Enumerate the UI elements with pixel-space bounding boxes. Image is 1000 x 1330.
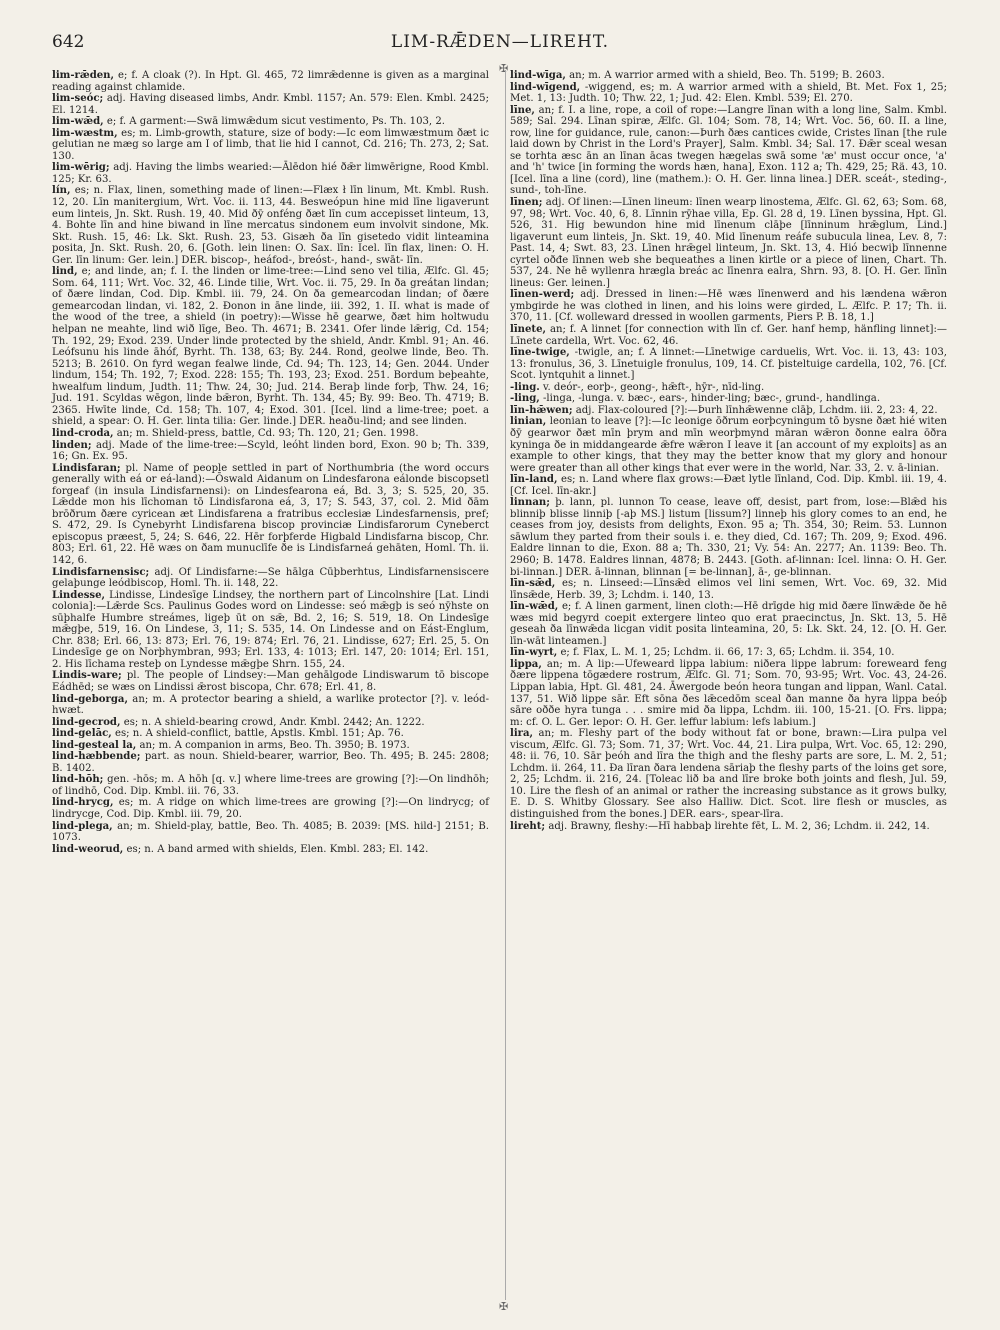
headword: lind-wīga, [510, 70, 566, 81]
column-divider [505, 70, 506, 1300]
headword: līnete, [510, 324, 547, 336]
headword: lind-hrycg, [52, 797, 114, 809]
headword: lira, [510, 728, 534, 740]
column-ornament-top: ✠ [499, 62, 509, 75]
dictionary-entry [510, 728, 947, 820]
entry-definition: adj. Dressed in linen:—Hē wæs līnenwerd and his lændena wǣron ymbgirde he was clothed in linen, and his loins were girded, L. Ælfc. P. 17; Th. ii. 370, 11. [Cf. wolleward dressed in woollen garments, Piers P. B. 18, 1.] [510, 289, 947, 324]
entry-definition: adj. Having diseased limbs, Andr. Kmbl. 1157; An. 579: Elen. Kmbl. 2425; El. 1214. [52, 93, 489, 116]
dictionary-entry [52, 162, 489, 185]
entry-definition: adj. Brawny, fleshy:—Hī habbaþ lirehte fēt, L. M. 2, 36; Lchdm. ii. 242, 14. [545, 820, 930, 832]
headword: līn-hǣwen; [510, 404, 573, 416]
dictionary-entry [510, 416, 947, 474]
headword: lim-wērig; [52, 162, 110, 174]
headword: līn-wǣd, [510, 601, 559, 613]
dictionary-entry [52, 116, 489, 128]
headword: Lindisfarnensisc; [52, 566, 150, 578]
dictionary-entry [52, 728, 489, 740]
dictionary-entry [52, 128, 489, 163]
headword: lim-seóc; [52, 93, 104, 105]
entry-definition: an; f. I. a line, rope, a coil of rope:—Langre līnan with a long line, Salm. Kmbl. 589; Sal. 294. Līnan spiræ, Ælfc. Gl. 104; Som. 78, 14; Wrt. Voc. 56, 60. II. a line, row, line for guidance, rule, canon:—Þurh ðæs cantices cwide, Cristes līnan [the rule laid down by Christ in the Lord's Prayer], Salm. Kmbl. 34; Sal. 17. Ðǣr sceal wesan se torhta æsc ān an līnan ācas twegen hægelas swā some 'æ' must occur once, 'a' and 'h' twice [in forming the words hæn, hana], Exon. 112 a; Th. 429, 25; Rä. 43, 10. [Icel. līna a line (cord), line (mathem.): O. H. Ger. linna linea.] DER. sceát-, steding-, sund-, toh-līne. [510, 104, 947, 197]
running-head: LIM-RǢDEN—LIREHT. [390, 32, 610, 52]
headword: lind-gecrod, [52, 716, 121, 728]
dictionary-entry [52, 185, 489, 266]
headword: lind-weorud, [52, 843, 124, 855]
headword: lín, [52, 185, 71, 197]
dictionary-entry [52, 694, 489, 717]
entry-definition: adj. Made of the lime-tree:—Scyld, leóht linden bord, Exon. 90 b; Th. 339, 16; Gn. Ex. 95. [52, 439, 489, 463]
entry-definition: adj. Of linen:—Līnen lineum: līnen wearp linostema, Ælfc. Gl. 62, 63; Som. 68, 97, 98; Wrt. Voc. 40, 6, 8. Līnnin rȳhae villa, Ep. Gl. 28 d, 19. Līnen byssina, Hpt. Gl. 526, 31. Hig bewundon hine mid līnenum clāþe [līnninum hrǣglum, Lind.] ligaverunt eum linteis, Jn. Skt. 19, 40. Mid līnenum reáfe subucula linea, Lev. 8, 7: Past. 14, 4; Swt. 83, 23. Līnen hrǣgel linteum, Jn. Skt. 13, 4. Hió becwiþ līnnenne cyrtel oðđe līnnen web she bequeathes a linen kirtle or a piece of linen, Chart. Th. 537, 24. Ne hē wyllenra hrægla breác ac līnenra ealra, Shrn. 93, 8. [O. H. Ger. līnīn lineus: Ger. leinen.] [510, 197, 947, 289]
right-column [510, 70, 947, 832]
headword: lind-gesteal la, [52, 739, 137, 751]
dictionary-entry [510, 197, 947, 289]
headword: lim-wæstm, [52, 127, 118, 139]
entry-definition: Lindisse, Lindesīge Lindsey, the northern part of Lincolnshire [Lat. Lindi colonia]:—Lǣrde Scs. Paulinus Godes word on Lindesse: seó mǣgþ is seó nȳhste on sūþhalfe Humbre streámes, ligeþ ūt on sǣ, Bd. 2, 16; S. 519, 18. On Lindesīge mǣgþe, 519, 16. On Lindese, 3, 11; S. 535, 14. On Lindesse and on Eást-Englum, Chr. 838; Erl. 66, 13: 873; Erl. 76, 19: 874; Erl. 76, 21. Lindisse, 627; Erl. 25, 5. On Lindesīge ge on Norþhymbran, 993; Erl. 133, 4: 1013; Erl. 147, 20: 1014; Erl. 151, 2. His līchama resteþ on Lyndesse mǣgþe Shrn. 155, 24. [52, 589, 489, 670]
entry-definition: adj. Having the limbs wearied:—Ālēdon hié ðǣr limwērigne, Rood Kmbl. 125; Kr. 63. [52, 162, 489, 185]
entry-definition: es; n. Flax, linen, something made of linen:—Flæx ł līn linum, Mt. Kmbl. Rush. 12, 20. Līn manitergium, Wrt. Voc. ii. 113, 44. Besweópun hine mid līne ligaverunt eum linteis, Jn. Skt. Rush. 19, 40. Mid ðȳ onféng ðæt līn cum accepisset linteum, 13, 4. Bohte līn and hine biwand in līne mercatus sindonem eum involvit sindone, Mk. Skt. Rush. 15, 46: Lk. Skt. Rush. 23, 53. Gisæh ða līn gisetedo vidit linteamina posita, Jn. Skt. Rush. 20, 6. [Goth. lein linen: O. Sax. līn: Icel. līn flax, linen: O. H. Ger. līn linum: Ger. lein.] DER. biscop-, heáfod-, breóst-, hand-, swāt- līn. [52, 185, 489, 266]
headword: -ling, [510, 393, 540, 405]
entry-definition: adj. Of Lindisfarne:—Se hālga Cūþberhtus, Lindisfarnensiscere gelaþunge leódbiscop, Homl. Th. ii. 148, 22. [52, 566, 489, 590]
entry-definition: adj. Flax-coloured [?]:—Þurh līnhǣwenne clāþ, Lchdm. iii. 2, 23: 4, 22. [572, 404, 938, 416]
headword: lind-geborga, [52, 693, 128, 705]
entry-definition: -wiggend, es; m. A warrior armed with a shield, Bt. Met. Fox 1, 25; Met. 1, 13: Judth. 10; Thw. 22, 1; Jud. 42: Elen. Kmbl. 539; El. 270. [510, 81, 947, 105]
dictionary-entry [52, 717, 489, 729]
column-ornament-bottom: ✠ [499, 1300, 509, 1313]
left-column [52, 70, 489, 855]
dictionary-entry [52, 590, 489, 671]
entry-definition: an; m. Shield-play, battle, Beo. Th. 4085; B. 2039: [MS. hild-] 2151; B. 1073. [52, 820, 489, 844]
headword: Lindesse, [52, 589, 106, 601]
headword: lind, [52, 266, 78, 278]
dictionary-entry [510, 382, 947, 394]
dictionary-entry [52, 774, 489, 797]
entry-definition: -twigle, an; f. A linnet:—Līnetwige carduelis, Wrt. Voc. ii. 13, 43: 103, 13: fronulus, 36, 3. Līnetuigle fronulus, 109, 14. Cf. þisteltuige cardella, 102, 76. [Cf. Scot. lyntquhit a linnet.] [510, 347, 947, 382]
entry-definition: pl. Name of people settled in part of Northumbria (the word occurs generally with eá or eá-land):—Ōswald Aidanum on Lindesfarona eálonde biscopsetl forgeaf (in insula Lindisfarnensi): on Lindesfearona eá, Bd. 3, 3; S. 525, 20, 35. Lǣdde mon his līchoman tō Lindisfarona eá, 3, 17; S. 543, 37, col. 2. Mid ðām brōðrum ðære cyricean æt Lindisfarena a fratribus ecclesiæ Lindesfarnensis, pref; S. 472, 29. Is Cynebyrht Lindisfarena biscop provinciæ Lindisfarorum Cyneberct episcopus præest, 5, 24; S. 646, 22. Hēr forþferde Higbald Lindisfarna biscop, Chr. 803; Erl. 61, 22. Hē wæs on ðam munuclīfe ðe is Lindisfarneá gehāten, Homl. Th. ii. 142, 6. [52, 462, 489, 566]
dictionary-entry [52, 567, 489, 590]
entry-definition: pl. The people of Lindsey:—Man gehālgode Lindiswarum tō biscope Eádhēd; se wæs on Lindissi ǣrost biscopa, Chr. 678; Erl. 41, 8. [52, 670, 489, 693]
dictionary-entry [52, 93, 489, 116]
entry-definition: e; f. A cloak (?). In Hpt. Gl. 465, 72 limrǣdenne is given as a marginal reading against chlamide. [52, 70, 489, 93]
dictionary-entry [510, 405, 947, 417]
headword: lippa, [510, 658, 542, 670]
headword: -ling. [510, 381, 540, 393]
dictionary-entry [52, 428, 489, 440]
dictionary-entry [510, 324, 947, 347]
dictionary-entry [52, 266, 489, 428]
dictionary-entry [52, 70, 489, 93]
dictionary-entry [52, 797, 489, 820]
dictionary-entry [510, 347, 947, 382]
dictionary-entry [510, 497, 947, 578]
dictionary-entry [52, 463, 489, 567]
dictionary-entry [510, 474, 947, 497]
headword: lind-hōh; [52, 774, 104, 786]
dictionary-entry [510, 393, 947, 405]
headword: lim-wǣd, [52, 116, 104, 128]
dictionary-entry [510, 289, 947, 324]
dictionary-entry [510, 578, 947, 601]
headword: līn-land, [510, 474, 558, 486]
dictionary-entry [52, 844, 489, 856]
page-header [52, 32, 948, 58]
entry-definition: an; m. A lip:—Ufeweard lippa labium: niðera lippe labrum: foreweard feng ðære lippena tōgædere rostrum, Ælfc. Gl. 71; Som. 70, 93-95; Wrt. Voc. 43, 24-26. Lippan labia, Hpt. Gl. 481, 24. Āwergode beón heora tungan and lippan, Wanl. Catal. 137, 51. Wið lippe sār. Eft sōna ðes lǣcedōm sceal ðan manne ða hyra lippa beóþ sāre oððe hyra tunga . . . smire mid ða lippa, Lchdm. iii. 100, 15-21. [O. Frs. lippa; m: cf. O. L. Ger. lepor: O. H. Ger. leffur labium: lefs labium.] [510, 658, 947, 728]
dictionary-entry [52, 440, 489, 463]
entry-definition: an; m. Shield-press, battle, Cd. 93; Th. 120, 21; Gen. 1998. [113, 427, 419, 439]
headword: lind-plega, [52, 820, 113, 832]
dictionary-entry [510, 105, 947, 197]
entry-definition: es; n. A shield-bearing crowd, Andr. Kmbl. 2442; An. 1222. [120, 716, 425, 728]
headword: lim-rǣden, [52, 70, 115, 81]
entry-definition: an; m. A companion in arms, Beo. Th. 3950; B. 1973. [136, 739, 410, 751]
entry-definition: leonian to leave [?]:—Ic leonige ōðrum eorþcyningum tō bysne ðæt hié witen ðȳ gearwor ðæt mīn þrym and mīn weorþmynd māran wǣron ðonne ealra ōðra kyninga ðe in middangearde ǣfre wǣron I leave it [an account of my exploits] as an example to other kings, that they may the better know that my glory and honour were greater than all other kings that ever were in the world, Nar. 33, 2. v. ā-linian. [510, 416, 947, 474]
dictionary-entry [510, 647, 947, 659]
entry-definition: e; and linde, an; f. I. the linden or lime-tree:—Lind seno vel tilia, Ælfc. Gl. 45; Som. 64, 111; Wrt. Voc. 32, 46. Linde tilie, Wrt. Voc. ii. 75, 29. In ða greátan lindan; of ðære lindan, Cod. Dip. Kmbl. iii. 79, 24. On ða gemearcodan lindan; of ðære gemearcodan lindan, vi. 182, 2. Ðonon in āne linde, iii. 392, 1. II. what is made of the wood of the tree, a shield (in poetry):—Wisse hē gearwe, ðæt him holtwudu helpan ne meahte, lind wið līge, Beo. Th. 4671; B. 2341. Ofer linde lǣrig, Cd. 154; Th. 192, 29; Exod. 239. Under linde protected by the shield, Andr. Kmbl. 91; An. 46. Leófsunu his linde āhóf, Byrht. Th. 138, 63; By. 244. Rond, geolwe linde, Beo. Th. 5213; B. 2610. On fyrd wegan fealwe linde, Cd. 94; Th. 123, 14; Gen. 2044. Under lindum, 154; Th. 192, 7; Exod. 228: 155; Th. 193, 23; Exod. 251. Bordum beþeahte, hwealfum lindum, Judth. 11; Thw. 24, 30; Jud. 214. Beraþ linde forþ, Thw. 24, 16; Jud. 191. Scyldas wēgon, linde bǣron, Byrht. Th. 134, 45; By. 99: Beo. Th. 4719; B. 2365. Hwīte linde, Cd. 158; Th. 107, 4; Exod. 301. [Icel. lind a lime-tree; poet. a shield, a spear: O. H. Ger. linta tilia: Ger. linde.] DER. heaðu-lind; and see linden. [52, 266, 489, 428]
page-number: 642 [52, 32, 85, 52]
entry-definition: part. as noun. Shield-bearer, warrior, Beo. Th. 495; B. 245: 2808; B. 1402. [52, 751, 489, 774]
entry-definition: v. deór-, eorþ-, geong-, hǣft-, hȳr-, nīd-ling. [539, 381, 765, 393]
headword: lireht; [510, 820, 546, 832]
entry-definition: es; n. Linseed:—Līnsǣd elimos vel lini semen, Wrt. Voc. 69, 32. Mid līnsǣde, Herb. 39, 3; Lchdm. i. 140, 13. [510, 578, 947, 601]
headword: linden; [52, 439, 92, 451]
headword: Lindis-ware; [52, 670, 122, 682]
headword: lind-hæbbende; [52, 751, 141, 763]
headword: līnen; [510, 197, 543, 209]
entry-definition: þ. lann, pl. lunnon To cease, leave off, desist, part from, lose:—Blǣd his blinniþ blisse linniþ [-aþ MS.] listum [lissum?] linneþ his glory comes to an end, he ceases from joy, desists from delights, Exon. 95 a; Th. 354, 30; Reim. 53. Lunnon sāwlum they parted from their souls i. e. they died, Cd. 167; Th. 209, 9; Exod. 496. Ealdre linnan to die, Exon. 88 a; Th. 330, 21; Vy. 54: An. 2277; An. 1139: Beo. Th. 2960; B. 1478. Ealdres linnan, 4878; B. 2443. [Goth. af-linnan: Icel. linna: O. H. Ger. bi-linnan.] DER. ā-linnan, blinnan [= be-linnan], ā-, ge-blinnan. [510, 497, 947, 578]
entry-definition: an; f. A linnet [for connection with līn cf. Ger. hanf hemp, hänfling linnet]:—Līnete cardella, Wrt. Voc. 62, 46. [510, 324, 947, 347]
entry-definition: es; n. Land where flax grows:—Ðæt lytle līnland, Cod. Dip. Kmbl. iii. 19, 4. [Cf. Icel. līn-akr.] [510, 474, 947, 497]
entry-definition: gen. -hōs; m. A hōh [q. v.] where lime-trees are growing [?]:—On lindhōh; of lindhō, Cod. Dip. Kmbl. iii. 76, 33. [52, 774, 489, 797]
entry-definition: e; f. Flax, L. M. 1, 25; Lchdm. ii. 66, 17: 3, 65; Lchdm. ii. 354, 10. [557, 647, 895, 659]
dictionary-entry [510, 601, 947, 647]
entry-definition: es; m. A ridge on which lime-trees are growing [?]:—On lindrycg; of lindrycge, Cod. Dip. Kmbl. iii. 79, 20. [52, 797, 489, 820]
dictionary-entry [52, 670, 489, 693]
entry-definition: an; m. A warrior armed with a shield, Beo. Th. 5199; B. 2603. [565, 70, 885, 81]
headword: līnen-werd; [510, 289, 575, 301]
headword: lind-croda, [52, 427, 114, 439]
headword: lind-wīgend, [510, 81, 581, 93]
entry-definition: an; m. A protector bearing a shield, a warlike protector [?]. v. leód-hwæt. [52, 693, 489, 717]
entry-definition: -linga, -lunga. v. bæc-, ears-, hinder-ling; bæc-, grund-, handlinga. [539, 393, 881, 405]
entry-definition: es; n. A band armed with shields, Elen. Kmbl. 283; El. 142. [123, 843, 429, 855]
dictionary-entry [510, 82, 947, 105]
headword: Lindisfaran; [52, 462, 121, 474]
headword: līn-wyrt, [510, 647, 558, 659]
headword: linnan; [510, 497, 550, 509]
dictionary-entry [52, 821, 489, 844]
headword: līne, [510, 104, 535, 116]
headword: lind-gelāc, [52, 728, 112, 740]
dictionary-entry [510, 821, 947, 833]
headword: līne-twige, [510, 347, 570, 359]
dictionary-entry [510, 70, 947, 82]
headword: linian, [510, 416, 547, 428]
dictionary-entry [52, 751, 489, 774]
entry-definition: e; f. A linen garment, linen cloth:—Hē drīgde hig mid ðære līnwǣde ðe hē wæs mid begyrd coepit extergere linteo quo erat praecinctus, Jn. Skt. 13, 5. Hē geseah ða līnwǣda licgan vidit posita linteamina, 20, 5: Lk. Skt. 24, 12. [O. H. Ger. līn-wāt linteamen.] [510, 601, 947, 647]
entry-definition: es; n. A shield-conflict, battle, Apstls. Kmbl. 151; Ap. 76. [111, 728, 404, 740]
dictionary-entry [52, 740, 489, 752]
entry-definition: e; f. A garment:—Swā limwǣdum sicut vestimento, Ps. Th. 103, 2. [103, 116, 445, 128]
dictionary-entry [510, 659, 947, 728]
headword: līn-sǣd, [510, 578, 556, 590]
entry-definition: es; m. Limb-growth, stature, size of body:—Ic eom limwæstmum ðæt ic gelutian ne mæg so large am I of limb, that lie hid I cannot, Cd. 216; Th. 273, 2; Sat. 130. [52, 127, 489, 162]
entry-definition: an; m. Fleshy part of the body without fat or bone, brawn:—Lira pulpa vel viscum, Ælfc. Gl. 73; Som. 71, 37; Wrt. Voc. 44, 21. Lira pulpa, Wrt. Voc. 65, 12: 290, 48: ii. 76, 10. Sār þeóh and līra the thigh and the fleshy parts are sore, L. M. 2, 51; Lchdm. ii. 264, 11. Ða līran ðara lendena sāriaþ the fleshy parts of the loins get sore, 2, 25; Lchdm. ii. 216, 24. [Toleac lið ba and līre broke both joints and flesh, Jul. 59, 10. Lire the flesh of an animal or rather the increasing substance as it grows bulky, E. D. S. Whitby Glossary. See also Halliw. Dict. Scot. lire flesh or muscles, as distinguished from the bones.] DER. ears-, spear-līra. [510, 728, 947, 820]
